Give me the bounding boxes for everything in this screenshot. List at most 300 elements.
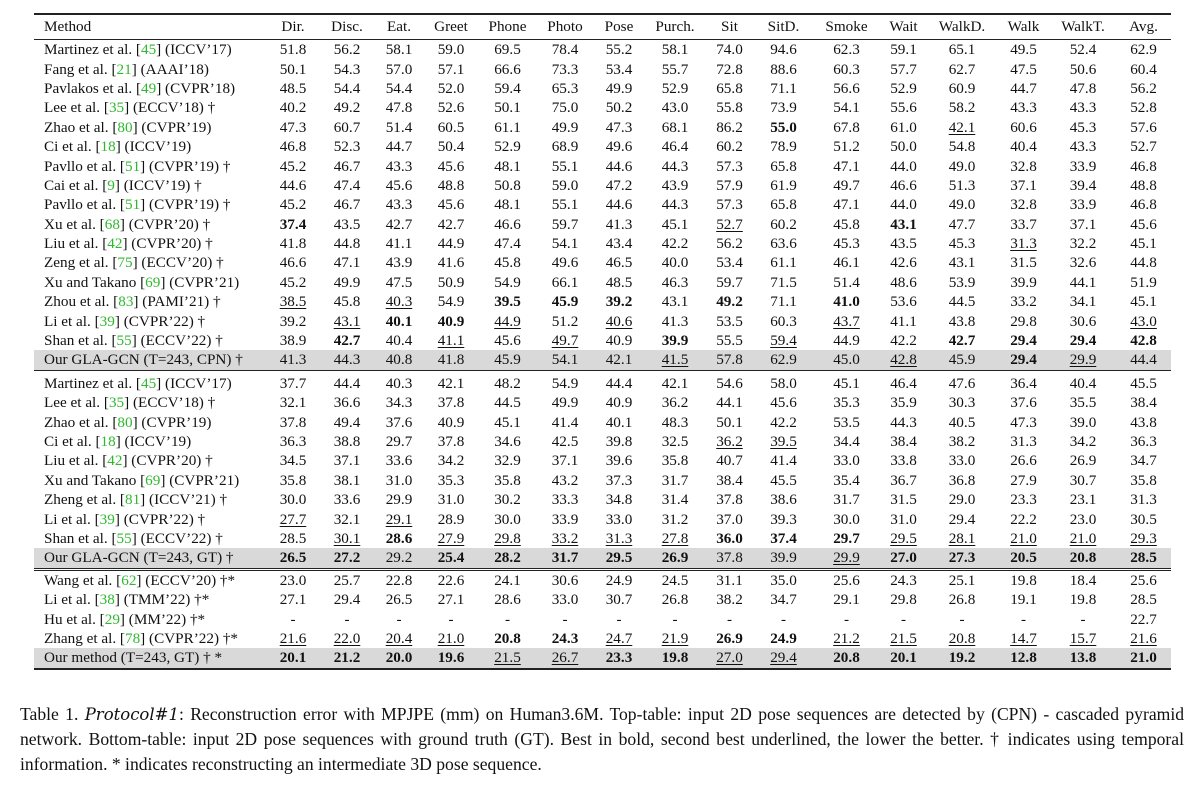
method-venue: ] (CVPR’18) bbox=[156, 79, 236, 97]
method-cell bbox=[34, 234, 266, 253]
value-cell: 36.6 bbox=[333, 394, 361, 412]
value-cell: 33.0 bbox=[551, 591, 579, 609]
column-header: Sit bbox=[705, 14, 754, 40]
value-cell: 78.4 bbox=[551, 41, 579, 59]
value-cell: 41.8 bbox=[279, 235, 307, 253]
table-row bbox=[34, 253, 1171, 272]
value-cell: 51.3 bbox=[948, 176, 976, 194]
value-cell: 31.5 bbox=[1010, 254, 1037, 272]
table-row bbox=[34, 590, 1171, 609]
value-cell: 30.3 bbox=[948, 394, 976, 412]
value-cell: 29.8 bbox=[1010, 312, 1037, 330]
value-cell: 62.9 bbox=[754, 350, 813, 370]
value-cell: 72.8 bbox=[716, 60, 743, 78]
value-cell: 27.0 bbox=[705, 648, 754, 668]
citation-link[interactable]: 45 bbox=[140, 374, 157, 392]
value-cell: 33.6 bbox=[333, 491, 361, 509]
method-venue: ] (ECCV’22) † bbox=[131, 332, 223, 350]
value-cell: 26.5 bbox=[266, 548, 320, 569]
value-cell: 68.9 bbox=[551, 138, 579, 156]
value-cell: 43.3 bbox=[1069, 99, 1097, 117]
value-cell: 29.4 bbox=[333, 591, 361, 609]
value-cell: 21.9 bbox=[661, 629, 689, 647]
value-cell: 24.9 bbox=[593, 569, 645, 590]
method-cell bbox=[34, 59, 266, 78]
table-row bbox=[34, 98, 1171, 117]
citation-link[interactable]: 51 bbox=[124, 196, 141, 214]
value-cell: 56.6 bbox=[833, 79, 860, 97]
citation-link[interactable]: 39 bbox=[99, 510, 115, 528]
method-name: Zhang et al. [ bbox=[44, 629, 125, 647]
citation-link[interactable]: 75 bbox=[117, 254, 133, 272]
citation-link[interactable]: 51 bbox=[124, 157, 141, 175]
method-cell bbox=[34, 40, 266, 60]
method-name: Wang et al. [ bbox=[44, 571, 122, 589]
value-cell: 37.1 bbox=[1069, 215, 1097, 233]
method-name: Martinez et al. [ bbox=[44, 41, 141, 59]
value-cell: 45.9 bbox=[551, 293, 579, 311]
value-cell: 45.2 bbox=[279, 196, 307, 214]
value-cell: 36.3 bbox=[279, 433, 307, 450]
method-venue: ] (CVPR’19) † bbox=[140, 196, 231, 214]
value-cell: 41.1 bbox=[385, 235, 413, 253]
method-venue: ] (ICCV’19) bbox=[115, 433, 192, 450]
value-cell: - bbox=[562, 610, 568, 628]
column-header: Disc. bbox=[320, 14, 374, 40]
value-cell: 47.3 bbox=[605, 118, 633, 136]
value-cell: 65.8 bbox=[770, 157, 797, 175]
value-cell: 30.7 bbox=[1069, 471, 1097, 489]
value-cell: 47.8 bbox=[385, 99, 413, 117]
method-cell bbox=[34, 509, 266, 528]
citation-link[interactable]: 68 bbox=[104, 215, 120, 233]
value-cell: 49.2 bbox=[716, 293, 743, 311]
method-name: Li et al. [ bbox=[44, 510, 100, 528]
citation-link[interactable]: 49 bbox=[141, 79, 157, 97]
value-cell: 24.9 bbox=[770, 629, 797, 647]
value-cell: 50.0 bbox=[890, 138, 917, 156]
method-cell bbox=[34, 156, 266, 175]
value-cell: 31.3 bbox=[605, 529, 633, 547]
value-cell: 45.1 bbox=[1130, 293, 1157, 311]
value-cell: 41.0 bbox=[833, 293, 860, 311]
value-cell: 28.5 bbox=[1130, 591, 1157, 609]
value-cell: 28.9 bbox=[437, 510, 465, 528]
value-cell: 52.9 bbox=[890, 79, 917, 97]
value-cell: 41.1 bbox=[437, 332, 465, 350]
table-row bbox=[34, 79, 1171, 98]
value-cell: 32.5 bbox=[661, 433, 689, 450]
table-row bbox=[34, 331, 1171, 350]
value-cell: 50.8 bbox=[494, 176, 521, 194]
citation-link[interactable]: 42 bbox=[107, 452, 123, 470]
value-cell: 35.8 bbox=[661, 452, 689, 470]
value-cell: 40.7 bbox=[716, 452, 743, 470]
value-cell: 44.6 bbox=[605, 196, 633, 214]
citation-link[interactable]: 35 bbox=[108, 99, 125, 117]
method-venue: ] (ECCV’20) † bbox=[132, 254, 224, 272]
value-cell: 20.4 bbox=[385, 629, 413, 647]
value-cell: 34.8 bbox=[605, 491, 633, 509]
column-header: Photo bbox=[537, 14, 593, 40]
value-cell: 59.4 bbox=[770, 332, 797, 350]
value-cell: 46.6 bbox=[279, 254, 307, 272]
value-cell: 22.2 bbox=[1010, 510, 1037, 528]
method-venue: ] (ICCV’17) bbox=[156, 41, 232, 59]
value-cell: 21.5 bbox=[478, 648, 537, 668]
value-cell: 20.1 bbox=[266, 648, 320, 668]
value-cell: 51.4 bbox=[385, 118, 413, 136]
value-cell: 60.5 bbox=[437, 118, 465, 136]
value-cell: 32.6 bbox=[1069, 254, 1097, 272]
value-cell: 21.6 bbox=[1130, 629, 1157, 647]
method-name: Hu et al. [ bbox=[44, 610, 105, 628]
value-cell: 43.3 bbox=[1010, 99, 1037, 117]
citation-link[interactable]: 78 bbox=[124, 629, 141, 647]
value-cell: 40.0 bbox=[661, 254, 689, 272]
value-cell: 24.3 bbox=[551, 629, 579, 647]
value-cell: 49.5 bbox=[1010, 41, 1037, 59]
table-row bbox=[34, 490, 1171, 509]
value-cell: 44.4 bbox=[1116, 350, 1171, 370]
value-cell: 31.2 bbox=[661, 510, 689, 528]
method-name: Our method (T=243, GT) † * bbox=[44, 649, 223, 667]
citation-link[interactable]: 69 bbox=[145, 273, 161, 291]
value-cell: 50.1 bbox=[279, 60, 307, 78]
column-header: Wait bbox=[880, 14, 927, 40]
table-row bbox=[34, 137, 1171, 156]
value-cell: - bbox=[959, 610, 965, 628]
value-cell: 36.3 bbox=[1130, 433, 1157, 450]
method-name: Zheng et al. [ bbox=[44, 491, 125, 509]
value-cell: 26.6 bbox=[1010, 452, 1037, 470]
value-cell: 33.9 bbox=[551, 510, 579, 528]
value-cell: 40.6 bbox=[605, 312, 633, 330]
value-cell: 15.7 bbox=[1069, 629, 1097, 647]
value-cell: 63.6 bbox=[770, 235, 797, 253]
value-cell: 42.2 bbox=[770, 413, 797, 431]
value-cell: 29.1 bbox=[385, 510, 413, 528]
value-cell: 40.1 bbox=[605, 413, 633, 431]
value-cell: 23.3 bbox=[593, 648, 645, 668]
method-cell bbox=[34, 432, 266, 451]
value-cell: 25.6 bbox=[813, 569, 880, 590]
value-cell: 43.4 bbox=[605, 235, 633, 253]
method-cell bbox=[34, 292, 266, 311]
citation-link[interactable]: 9 bbox=[107, 176, 115, 194]
value-cell: 47.7 bbox=[948, 215, 976, 233]
value-cell: 31.7 bbox=[537, 548, 593, 569]
citation-link[interactable]: 18 bbox=[100, 433, 116, 450]
value-cell: 47.5 bbox=[385, 273, 413, 291]
value-cell: 52.4 bbox=[1069, 41, 1097, 59]
column-header: Phone bbox=[478, 14, 537, 40]
value-cell: 42.1 bbox=[661, 374, 689, 392]
value-cell: 24.1 bbox=[478, 569, 537, 590]
value-cell: 32.2 bbox=[1069, 235, 1097, 253]
value-cell: 62.7 bbox=[948, 60, 976, 78]
method-cell bbox=[34, 393, 266, 412]
value-cell: 34.7 bbox=[1130, 452, 1157, 470]
method-venue: ] (CVPR’22) † bbox=[114, 312, 206, 330]
value-cell: 13.8 bbox=[1050, 648, 1116, 668]
value-cell: 27.1 bbox=[279, 591, 307, 609]
method-venue: ] (ICCV’19) bbox=[115, 138, 192, 156]
value-cell: 37.6 bbox=[1010, 394, 1037, 412]
value-cell: 42.2 bbox=[890, 332, 917, 350]
method-name: Shan et al. [ bbox=[44, 529, 117, 547]
method-cell bbox=[34, 412, 266, 431]
value-cell: 62.9 bbox=[1130, 41, 1157, 59]
value-cell: 25.4 bbox=[424, 548, 478, 569]
value-cell: 45.6 bbox=[770, 394, 797, 412]
value-cell: 57.6 bbox=[1130, 118, 1157, 136]
citation-link[interactable]: 62 bbox=[121, 571, 137, 589]
value-cell: 50.2 bbox=[605, 99, 633, 117]
value-cell: 26.7 bbox=[537, 648, 593, 668]
value-cell: 55.0 bbox=[770, 118, 797, 136]
value-cell: 54.1 bbox=[551, 235, 579, 253]
method-name: Pavllo et al. [ bbox=[44, 157, 125, 175]
value-cell: 49.9 bbox=[551, 394, 579, 412]
value-cell: 39.8 bbox=[605, 433, 633, 450]
value-cell: 42.8 bbox=[880, 350, 927, 370]
value-cell: 29.3 bbox=[1130, 529, 1157, 547]
value-cell: 45.1 bbox=[494, 413, 521, 431]
method-name: Shan et al. [ bbox=[44, 332, 117, 350]
value-cell: 55.2 bbox=[605, 41, 633, 59]
value-cell: 28.5 bbox=[1116, 548, 1171, 569]
method-venue: ] (ECCV’20) †* bbox=[136, 571, 236, 589]
method-venue: ] (MM’22) †* bbox=[119, 610, 206, 628]
citation-link[interactable]: 81 bbox=[124, 491, 141, 509]
value-cell: 44.0 bbox=[890, 157, 917, 175]
value-cell: 45.6 bbox=[437, 157, 465, 175]
value-cell: 57.0 bbox=[385, 60, 413, 78]
column-header-method: Method bbox=[34, 14, 266, 40]
citation-link[interactable]: 69 bbox=[145, 471, 161, 489]
method-venue: ] (PAMI’21) † bbox=[133, 293, 221, 311]
value-cell: 52.3 bbox=[333, 138, 361, 156]
value-cell: 12.8 bbox=[997, 648, 1050, 668]
citation-link[interactable]: 29 bbox=[104, 610, 120, 628]
citation-link[interactable]: 39 bbox=[99, 312, 115, 330]
value-cell: 45.2 bbox=[279, 273, 307, 291]
table-header-row bbox=[34, 14, 1171, 40]
value-cell: 39.3 bbox=[770, 510, 797, 528]
citation-link[interactable]: 38 bbox=[99, 591, 115, 609]
value-cell: 61.1 bbox=[770, 254, 797, 272]
value-cell: 31.0 bbox=[385, 471, 413, 489]
value-cell: 47.1 bbox=[833, 196, 860, 214]
method-name: Lee et al. [ bbox=[44, 394, 109, 412]
citation-link[interactable]: 42 bbox=[107, 235, 123, 253]
value-cell: 44.1 bbox=[1069, 273, 1097, 291]
value-cell: 44.8 bbox=[333, 235, 361, 253]
citation-link[interactable]: 80 bbox=[117, 118, 133, 136]
method-name: Liu et al. [ bbox=[44, 452, 108, 470]
citation-link[interactable]: 21 bbox=[116, 60, 132, 78]
method-cell bbox=[34, 490, 266, 509]
value-cell: 78.9 bbox=[770, 138, 797, 156]
value-cell: 45.8 bbox=[833, 215, 860, 233]
value-cell: 40.2 bbox=[279, 99, 307, 117]
table-row bbox=[34, 118, 1171, 137]
value-cell: 25.1 bbox=[927, 569, 997, 590]
value-cell: 74.0 bbox=[716, 41, 743, 59]
value-cell: 47.8 bbox=[1069, 79, 1097, 97]
method-venue: ] (CVPR’19) † bbox=[140, 157, 231, 175]
value-cell: 38.4 bbox=[1130, 394, 1157, 412]
citation-link[interactable]: 55 bbox=[116, 332, 132, 350]
value-cell: 49.7 bbox=[833, 176, 860, 194]
value-cell: 27.9 bbox=[1010, 471, 1037, 489]
value-cell: 30.0 bbox=[279, 491, 307, 509]
method-venue: ] (ICCV’17) bbox=[156, 374, 232, 392]
value-cell: 40.3 bbox=[385, 293, 413, 311]
value-cell: 66.1 bbox=[551, 273, 579, 291]
value-cell: 21.0 bbox=[1010, 529, 1037, 547]
value-cell: 43.7 bbox=[833, 312, 860, 330]
citation-link[interactable]: 80 bbox=[117, 413, 133, 431]
value-cell: 40.1 bbox=[385, 312, 413, 330]
value-cell: 46.4 bbox=[890, 374, 917, 392]
table-row bbox=[34, 393, 1171, 412]
value-cell: 37.8 bbox=[437, 433, 465, 450]
value-cell: 47.3 bbox=[279, 118, 307, 136]
value-cell: 43.1 bbox=[890, 215, 917, 233]
citation-link[interactable]: 18 bbox=[100, 138, 116, 156]
value-cell: 30.0 bbox=[833, 510, 860, 528]
value-cell: 57.3 bbox=[716, 157, 743, 175]
value-cell: 41.5 bbox=[645, 350, 705, 370]
value-cell: 47.5 bbox=[1010, 60, 1037, 78]
value-cell: 45.9 bbox=[927, 350, 997, 370]
value-cell: 58.0 bbox=[770, 374, 797, 392]
value-cell: 54.1 bbox=[833, 99, 860, 117]
value-cell: 20.8 bbox=[1050, 548, 1116, 569]
method-name: Our GLA-GCN (T=243, CPN) † bbox=[44, 351, 243, 369]
table-row-ours bbox=[34, 350, 1171, 370]
value-cell: 58.2 bbox=[948, 99, 976, 117]
value-cell: 21.0 bbox=[437, 629, 465, 647]
value-cell: 34.3 bbox=[385, 394, 413, 412]
value-cell: 60.4 bbox=[1130, 60, 1157, 78]
value-cell: 28.6 bbox=[494, 591, 521, 609]
table-row bbox=[34, 609, 1171, 628]
value-cell: 45.2 bbox=[279, 157, 307, 175]
method-venue: ] (CVPR’21) bbox=[160, 273, 240, 291]
value-cell: 47.2 bbox=[605, 176, 633, 194]
value-cell: 68.1 bbox=[661, 118, 689, 136]
value-cell: 14.7 bbox=[1010, 629, 1037, 647]
citation-link[interactable]: 83 bbox=[118, 293, 134, 311]
value-cell: 45.5 bbox=[770, 471, 797, 489]
value-cell: 48.5 bbox=[279, 79, 307, 97]
value-cell: 42.1 bbox=[437, 374, 465, 392]
table-row bbox=[34, 629, 1171, 648]
value-cell: 44.6 bbox=[279, 176, 307, 194]
value-cell: - bbox=[1080, 610, 1086, 628]
value-cell: 60.3 bbox=[770, 312, 797, 330]
value-cell: 44.9 bbox=[494, 312, 521, 330]
value-cell: 34.2 bbox=[437, 452, 465, 470]
value-cell: - bbox=[1020, 610, 1027, 628]
value-cell: 29.5 bbox=[593, 548, 645, 569]
value-cell: 42.7 bbox=[437, 215, 465, 233]
value-cell: 38.2 bbox=[716, 591, 743, 609]
value-cell: 48.6 bbox=[890, 273, 917, 291]
value-cell: 58.1 bbox=[385, 41, 413, 59]
value-cell: 43.5 bbox=[890, 235, 917, 253]
value-cell: 67.8 bbox=[833, 118, 860, 136]
column-header: Greet bbox=[424, 14, 478, 40]
table-body bbox=[34, 40, 1171, 669]
value-cell: 37.1 bbox=[1010, 176, 1037, 194]
value-cell: 54.1 bbox=[537, 350, 593, 370]
column-header: Eat. bbox=[374, 14, 424, 40]
column-header: Dir. bbox=[266, 14, 320, 40]
value-cell: 44.6 bbox=[605, 157, 633, 175]
value-cell: 54.3 bbox=[333, 60, 361, 78]
value-cell: 61.9 bbox=[770, 176, 797, 194]
value-cell: 47.1 bbox=[333, 254, 361, 272]
value-cell: 35.4 bbox=[833, 471, 860, 489]
value-cell: 27.9 bbox=[437, 529, 465, 547]
value-cell: 38.8 bbox=[333, 433, 361, 450]
value-cell: 69.5 bbox=[494, 41, 521, 59]
value-cell: 46.7 bbox=[333, 157, 361, 175]
value-cell: 37.8 bbox=[437, 394, 465, 412]
value-cell: 28.6 bbox=[385, 529, 413, 547]
method-name: Li et al. [ bbox=[44, 591, 100, 609]
column-header: Walk bbox=[997, 14, 1050, 40]
value-cell: 30.2 bbox=[494, 491, 521, 509]
value-cell: 48.1 bbox=[494, 196, 521, 214]
value-cell: 45.8 bbox=[333, 293, 361, 311]
table-row-ours bbox=[34, 648, 1171, 668]
citation-link[interactable]: 55 bbox=[116, 529, 132, 547]
value-cell: 50.9 bbox=[437, 273, 465, 291]
method-venue: ] (CVPR’19) bbox=[132, 413, 212, 431]
method-name: Zeng et al. [ bbox=[44, 254, 118, 272]
value-cell: 47.6 bbox=[948, 374, 976, 392]
table-row bbox=[34, 311, 1171, 330]
value-cell: 33.6 bbox=[385, 452, 413, 470]
value-cell: 51.9 bbox=[1130, 273, 1157, 291]
value-cell: 55.1 bbox=[551, 157, 579, 175]
value-cell: 39.5 bbox=[770, 433, 797, 450]
value-cell: 65.8 bbox=[716, 79, 743, 97]
method-name: Li et al. [ bbox=[44, 312, 100, 330]
value-cell: 40.9 bbox=[605, 394, 633, 412]
citation-link[interactable]: 35 bbox=[108, 394, 125, 412]
citation-link[interactable]: 45 bbox=[140, 41, 157, 59]
value-cell: 22.0 bbox=[333, 629, 361, 647]
method-name: Lee et al. [ bbox=[44, 99, 109, 117]
value-cell: 44.1 bbox=[716, 394, 743, 412]
value-cell: 31.0 bbox=[437, 491, 465, 509]
table-row bbox=[34, 412, 1171, 431]
value-cell: 46.8 bbox=[1130, 196, 1157, 214]
value-cell: 38.5 bbox=[279, 293, 307, 311]
value-cell: 22.6 bbox=[424, 569, 478, 590]
column-header: Smoke bbox=[813, 14, 880, 40]
value-cell: 52.0 bbox=[437, 79, 465, 97]
value-cell: 31.1 bbox=[705, 569, 754, 590]
value-cell: 46.8 bbox=[1130, 157, 1157, 175]
column-header: Purch. bbox=[645, 14, 705, 40]
